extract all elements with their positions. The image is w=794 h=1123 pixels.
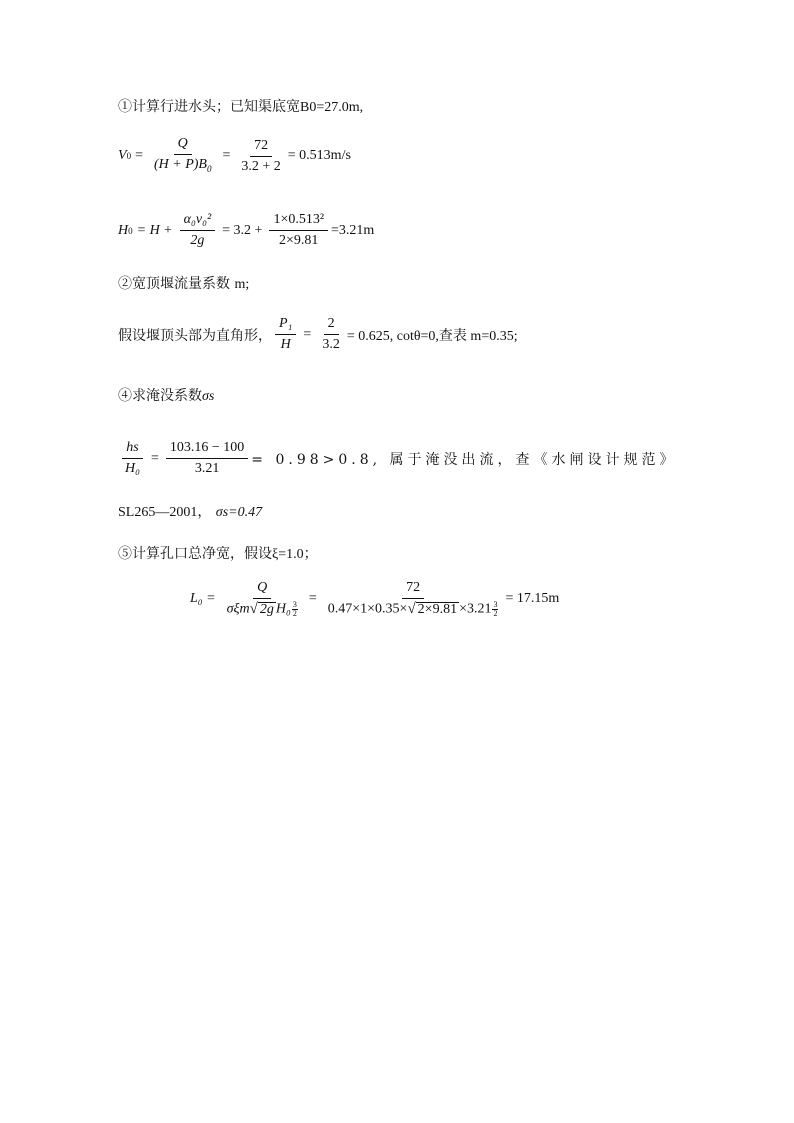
step4-line [118, 387, 214, 406]
step1-line [118, 98, 363, 117]
hs-fraction-1 [121, 440, 144, 477]
l0-fraction-1 [223, 580, 302, 618]
sl-sigma: σs=0.47 [215, 505, 263, 520]
l0-frac2-den: 0.47×1×0.35× √ 2×9.81 ×3.21 $\frac{3}{2}$ [327, 600, 498, 618]
hs-frac2-den: 3.21 [194, 461, 220, 476]
l0-frac2-num: 72 [402, 580, 424, 599]
h0-lhs-sub: 0 [128, 225, 133, 236]
l0-frac1-den: σξm √ 2g H₀ $\frac{3}{2}$ [226, 600, 297, 618]
assume-frac2-den: 3.2 [322, 337, 340, 352]
assume-frac1-den: H [280, 337, 291, 352]
assume-suffix: = 0.625, cotθ=0,查表 m=0.35; [346, 328, 518, 344]
assume-prefix: 假设堰顶头部为直角形， [118, 327, 272, 344]
sl-code: SL265—2001， [118, 505, 212, 520]
sqrt-symbol: √ 2g [249, 600, 274, 617]
step5-value: ξ=1.0； [272, 547, 318, 562]
equals-sign: = [150, 450, 159, 466]
step2-label: ②宽顶堰流量系数 [118, 276, 230, 292]
step4-label: ④求淹没系数 [118, 388, 202, 404]
step2-value: m; [234, 277, 250, 292]
v0-frac1-den: $(H + P)B_0$ [153, 157, 212, 174]
step5-label: ⑤计算孔口总净宽，假设 [118, 546, 272, 562]
v0-result: = 0.513m/s [287, 148, 351, 164]
sl-line [118, 503, 262, 522]
h0-frac2-num: 1×0.513² [269, 212, 328, 231]
h0-frac2-den: 2×9.81 [279, 233, 319, 248]
l0-frac1-num: Q [253, 580, 271, 599]
h0-fraction-1 [180, 212, 216, 249]
h0-result: =3.21m [331, 222, 375, 238]
assume-frac2-num: 2 [324, 316, 339, 335]
l0-result: = 17.15m [505, 591, 560, 606]
step2-line [118, 275, 249, 294]
h0-frac1-num: α₀v₀² [180, 212, 216, 231]
equation-v0 [118, 136, 351, 177]
step1-value: B0=27.0m, [300, 100, 364, 115]
power-three-halves: $\frac{3}{2}$ [493, 600, 498, 618]
h0-lhs: H [118, 222, 129, 238]
equation-hs [118, 440, 678, 477]
hs-frac2-num: 103.16 − 100 [166, 440, 248, 459]
step1-label: ①计算行进水头；已知渠底宽 [118, 99, 300, 115]
hs-suffix: = 0.98>0.8, 属于淹没出流，查《水闸设计规范》 [251, 451, 678, 468]
equation-l0 [190, 580, 559, 618]
power-three-halves: $\frac{3}{2}$ [292, 600, 297, 618]
equation-h0 [118, 212, 374, 249]
h0-plus: = 3.2 + [222, 222, 263, 238]
v0-frac2-den: 3.2 + 2 [241, 158, 281, 174]
v0-lhs-sub: 0 [126, 151, 132, 162]
h0-fraction-2 [269, 212, 328, 249]
v0-frac2-num: 72 [250, 138, 272, 157]
v0-lhs: V [118, 148, 127, 164]
l0-lhs: L₀ = [190, 591, 216, 606]
assume-frac1-num: P₁ [275, 316, 296, 335]
v0-fraction-1 [150, 136, 216, 177]
assume-fraction-2 [318, 316, 344, 353]
step4-symbol: σs [202, 389, 215, 404]
assumption-line [118, 316, 518, 353]
assume-fraction-1 [275, 316, 296, 353]
equals-sign: = [308, 591, 317, 606]
step5-line [118, 545, 318, 564]
v0-frac1-num: Q [174, 136, 192, 155]
h0-mid: = H + [136, 222, 173, 238]
v0-fraction-2 [237, 138, 284, 175]
equals-sign: = [222, 148, 231, 164]
equals-sign: = [135, 148, 143, 164]
hs-fraction-2 [166, 440, 248, 477]
equals-sign: = [303, 326, 312, 342]
hs-frac1-den: H₀ [125, 461, 140, 476]
l0-fraction-2 [324, 580, 503, 618]
sqrt-symbol: √ 2×9.81 [407, 600, 458, 617]
h0-frac1-den: 2g [190, 233, 205, 248]
hs-frac1-num: hs [122, 440, 142, 459]
